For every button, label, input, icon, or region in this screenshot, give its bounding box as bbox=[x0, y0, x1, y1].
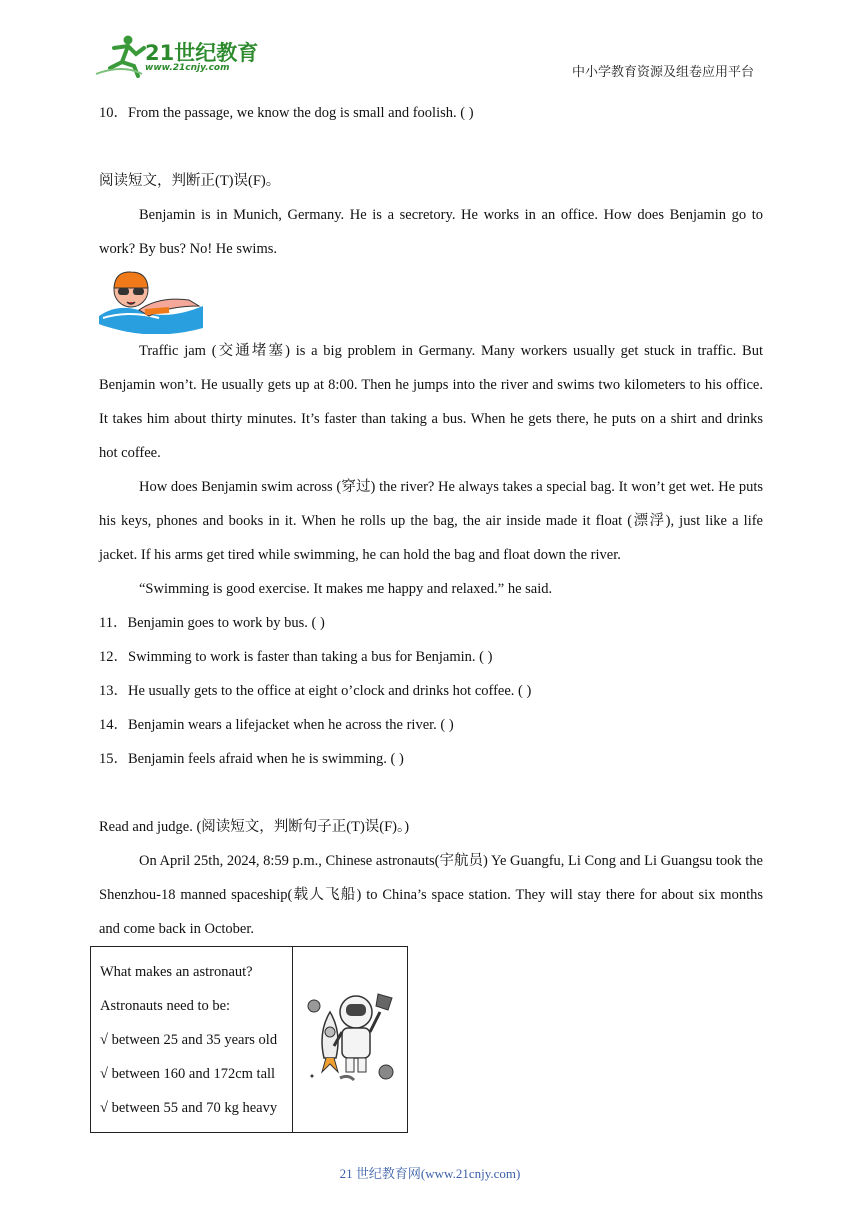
passage-paragraph: “Swimming is good exercise. It makes me happy and relaxed.” he said. bbox=[139, 581, 553, 597]
astronaut-picture-cell bbox=[293, 947, 408, 1133]
page-footer: 21 世纪教育网(www.21cnjy.com) bbox=[339, 1166, 521, 1181]
question-11: 11．Benjamin goes to work by bus. ( ) bbox=[99, 615, 325, 631]
document-body bbox=[99, 96, 763, 1133]
page-header bbox=[0, 0, 860, 90]
requirement-line: √ between 25 and 35 years old bbox=[100, 1032, 278, 1048]
requirement-line: √ between 160 and 172cm tall bbox=[100, 1066, 276, 1082]
passage-paragraph: On April 25th, 2024, 8:59 p.m., Chinese astronauts(宇航员) Ye Guangfu, Li Cong and Li Guangsu took the Shenzhou-18 manned spaceship(载人飞船) to China’s space station. They will stay there for about six months and come back in October. bbox=[99, 853, 763, 937]
section-instruction: Read and judge. (阅读短文，判断句子正(T)误(F)。) bbox=[99, 819, 410, 835]
requirement-line: What makes an astronaut? bbox=[100, 964, 253, 980]
question-14: 14．Benjamin wears a lifejacket when he across the river. ( ) bbox=[99, 717, 454, 733]
logo-text: 21世纪教育 bbox=[145, 41, 259, 65]
platform-title: 中小学教育资源及组卷应用平台 bbox=[572, 65, 755, 80]
astronaut-info-table bbox=[90, 946, 408, 1133]
passage-paragraph: How does Benjamin swim across (穿过) the river? He always takes a special bag. It won’t get wet. He puts his keys, phones and books in it. When he rolls up the bag, the air inside made it float (漂浮), just like a life jacket. If his arms get tired while swimming, he can hold the bag and float down the river. bbox=[99, 479, 763, 563]
question-12: 12．Swimming to work is faster than taking a bus for Benjamin. ( ) bbox=[99, 649, 493, 665]
question-13: 13．He usually gets to the office at eight o’clock and drinks hot coffee. ( ) bbox=[99, 683, 532, 699]
logo-url: www.21cnjy.com bbox=[145, 63, 230, 73]
passage-paragraph: Benjamin is in Munich, Germany. He is a secretory. He works in an office. How does Benjamin go to work? By bus? No! He swims. bbox=[99, 207, 763, 257]
astronaut-icon bbox=[294, 948, 406, 1126]
question-10: 10．From the passage, we know the dog is small and foolish. ( ) bbox=[99, 105, 474, 121]
requirement-line: Astronauts need to be: bbox=[100, 998, 231, 1014]
requirement-line: √ between 55 and 70 kg heavy bbox=[100, 1100, 278, 1116]
section-instruction: 阅读短文，判断正(T)误(F)。 bbox=[99, 173, 281, 189]
passage-paragraph: Traffic jam (交通堵塞) is a big problem in Germany. Many workers usually get stuck in traffic. But Benjamin won’t. He usually gets up at 8:00. Then he jumps into the river and swims two kilometers to his office. It takes him about thirty minutes. It’s faster than taking a bus. When he gets there, he puts on a shirt and drinks hot coffee. bbox=[99, 343, 763, 461]
swimmer-illustration-icon bbox=[99, 266, 203, 334]
astronaut-requirements bbox=[91, 947, 293, 1133]
question-15: 15．Benjamin feels afraid when he is swimming. ( ) bbox=[99, 751, 404, 767]
